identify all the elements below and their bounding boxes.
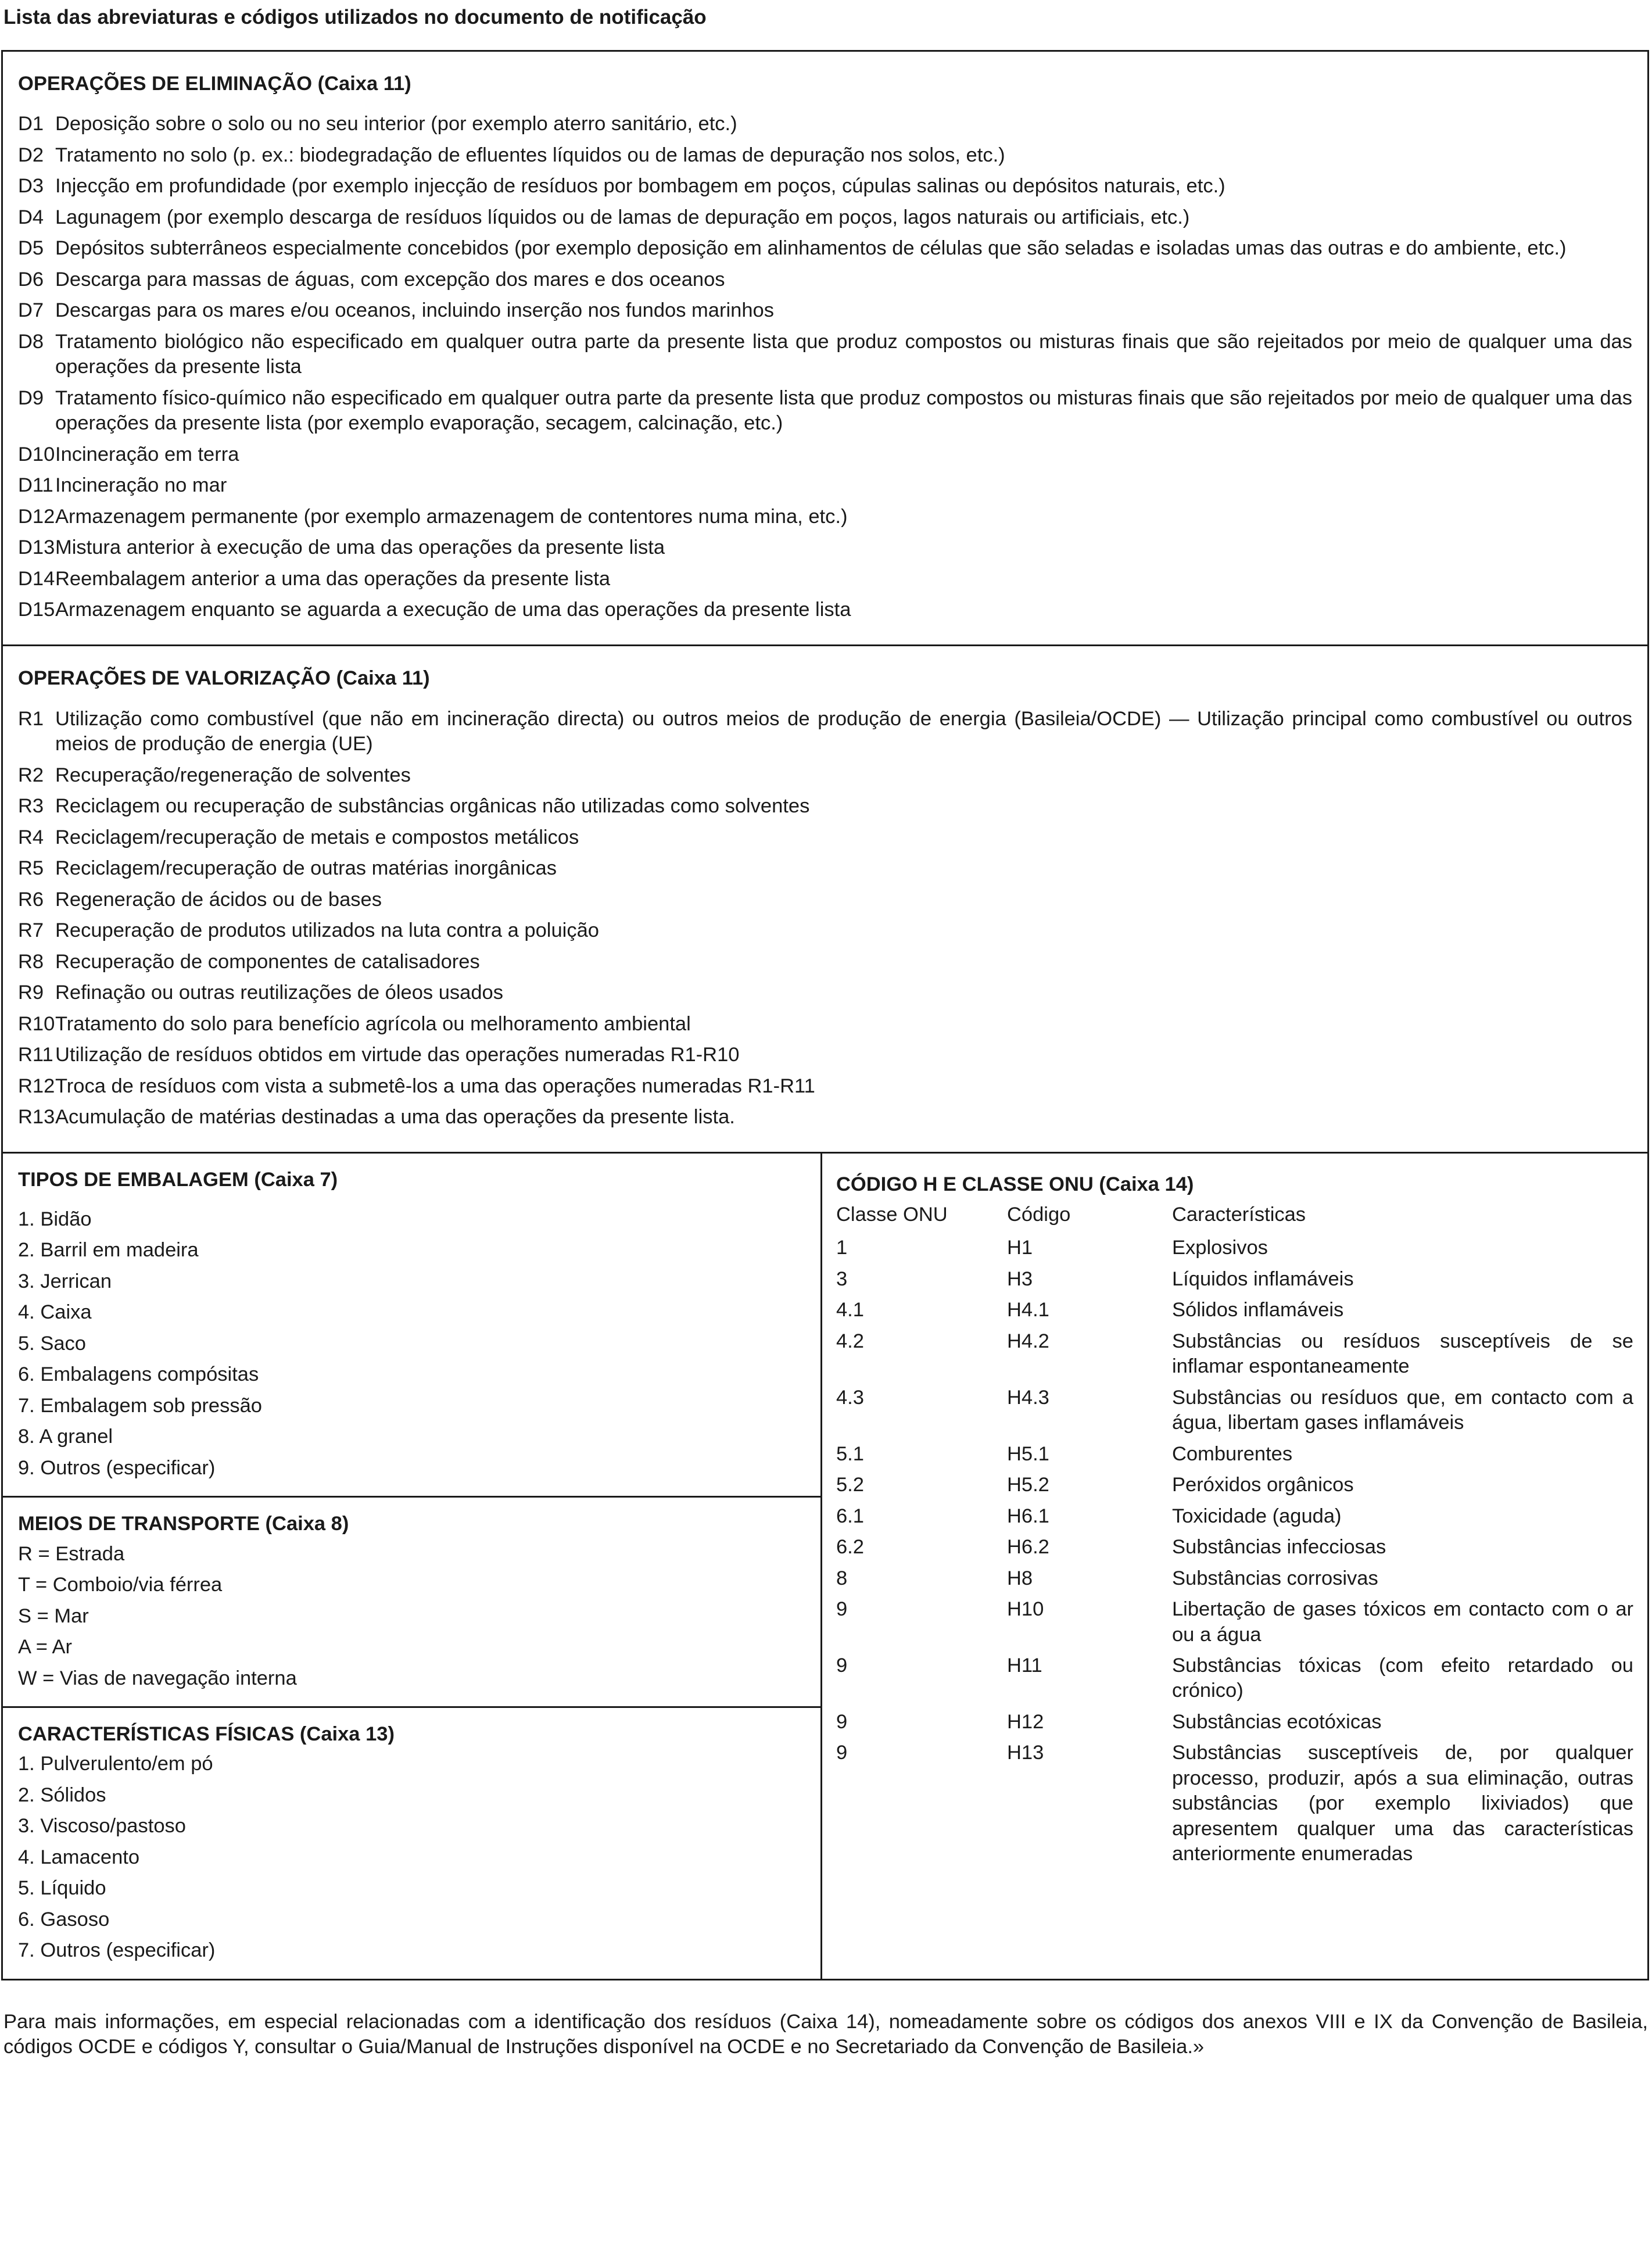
un-class-cell: 6.1 — [836, 1505, 864, 1527]
operation-code: D12 — [18, 505, 55, 528]
recovery-operations-section — [3, 646, 1647, 1154]
list-item: 7. Outros (especificar) — [18, 1939, 216, 1962]
h-code-cell: H6.1 — [1007, 1505, 1049, 1527]
operation-row — [18, 174, 1632, 199]
operation-code: D15 — [18, 598, 55, 621]
operation-row — [18, 1012, 1632, 1037]
un-class-cell: 9 — [836, 1710, 848, 1733]
list-item: 7. Embalagem sob pressão — [18, 1394, 262, 1417]
operation-row — [18, 236, 1632, 261]
list-item: T = Comboio/via férrea — [18, 1574, 223, 1596]
operation-description: Troca de resíduos com vista a submetê-los a uma das operações numeradas R1-R11 — [55, 1075, 815, 1097]
operation-code: R12 — [18, 1075, 55, 1097]
un-class-cell: 4.1 — [836, 1299, 864, 1321]
characteristics-header: Características — [1172, 1203, 1306, 1226]
disposal-operations-title: OPERAÇÕES DE ELIMINAÇÃO (Caixa 11) — [18, 73, 411, 95]
operation-code: D14 — [18, 567, 55, 590]
list-item: 5. Líquido — [18, 1877, 106, 1900]
hcode-row — [836, 1566, 1633, 1591]
list-item: 4. Lamacento — [18, 1846, 140, 1868]
characteristics-cell: Explosivos — [1172, 1237, 1268, 1259]
list-item: 9. Outros (especificar) — [18, 1456, 216, 1479]
recovery-operations-title: OPERAÇÕES DE VALORIZAÇÃO (Caixa 11) — [18, 667, 430, 690]
characteristics-cell: Sólidos inflamáveis — [1172, 1299, 1344, 1321]
hcode-row — [836, 1535, 1633, 1560]
operation-code: D1 — [18, 113, 44, 135]
un-class-cell: 5.2 — [836, 1474, 864, 1496]
operation-row — [18, 918, 1632, 943]
recovery-operations-list — [18, 707, 1632, 1130]
characteristics-cell: Substâncias ou resíduos que, em contacto com a água, libertam gases inflamáveis — [1172, 1386, 1633, 1434]
operation-row — [18, 763, 1632, 788]
footer-note: Para mais informações, em especial relacionadas com a identificação dos resíduos (Caixa 14), nomeadamente sobre os códigos dos anexos VIII e IX da Convenção de Basileia, códigos OCDE e códigos Y, consultar o Guia/Manual de Instruções disponível na OCDE e no Secretariado da Convenção de Basileia.» — [3, 2011, 1648, 2058]
operation-description: Reciclagem/recuperação de outras matérias inorgânicas — [55, 857, 557, 880]
characteristics-cell: Líquidos inflamáveis — [1172, 1267, 1354, 1290]
operation-row — [18, 950, 1632, 975]
un-class-cell: 1 — [836, 1237, 848, 1259]
h-code-cell: H1 — [1007, 1237, 1033, 1259]
hcode-row — [836, 1504, 1633, 1529]
operation-row — [18, 143, 1632, 168]
list-item: 6. Gasoso — [18, 1908, 110, 1931]
operation-row — [18, 887, 1632, 912]
operation-code: D13 — [18, 536, 55, 559]
hcode-section — [822, 1154, 1647, 1978]
operation-row — [18, 794, 1632, 819]
operation-code: R11 — [18, 1044, 53, 1066]
operation-row — [18, 330, 1632, 380]
operation-description: Recuperação de produtos utilizados na luta contra a poluição — [55, 919, 599, 942]
operation-code: D9 — [18, 386, 44, 409]
physical-characteristics-title: CARACTERÍSTICAS FÍSICAS (Caixa 13) — [18, 1722, 395, 1745]
operation-code: D2 — [18, 144, 44, 166]
operation-code: D6 — [18, 268, 44, 291]
characteristics-cell: Substâncias ou resíduos susceptíveis de se inflamar espontaneamente — [1172, 1330, 1633, 1378]
operation-code: D7 — [18, 299, 44, 322]
operation-code: R4 — [18, 826, 44, 848]
characteristics-cell: Toxicidade (aguda) — [1172, 1505, 1342, 1527]
operation-row — [18, 825, 1632, 850]
hcode-row — [836, 1653, 1633, 1704]
operation-description: Tratamento no solo (p. ex.: biodegradação de efluentes líquidos ou de lamas de depuração nos solos, etc.) — [55, 144, 1005, 166]
operation-row — [18, 1043, 1632, 1068]
characteristics-cell: Libertação de gases tóxicos em contacto com o ar ou a água — [1172, 1598, 1633, 1646]
operation-code: D10 — [18, 443, 55, 465]
characteristics-cell: Peróxidos orgânicos — [1172, 1474, 1354, 1496]
operation-code: D4 — [18, 206, 44, 228]
operation-code: R13 — [18, 1106, 55, 1128]
operation-row — [18, 597, 1632, 622]
operation-row — [18, 442, 1632, 467]
operation-description: Injecção em profundidade (por exemplo injecção de resíduos por bombagem em poços, cúpulas salinas ou depósitos naturais, etc.) — [55, 175, 1225, 198]
characteristics-cell: Substâncias tóxicas (com efeito retardado ou crónico) — [1172, 1654, 1633, 1702]
un-class-cell: 9 — [836, 1742, 848, 1764]
operation-code: R1 — [18, 707, 44, 730]
transport-list — [18, 1542, 805, 1691]
characteristics-cell: Substâncias corrosivas — [1172, 1567, 1378, 1589]
operation-code: R10 — [18, 1012, 55, 1035]
hcode-row — [836, 1235, 1633, 1260]
bottom-section — [3, 1154, 1647, 1978]
hcode-list — [836, 1235, 1633, 1867]
operation-row — [18, 1105, 1632, 1130]
hcode-row — [836, 1329, 1633, 1380]
h-code-cell: H12 — [1007, 1710, 1044, 1733]
physical-characteristics-list — [18, 1752, 805, 1963]
operation-description: Deposição sobre o solo ou no seu interior (por exemplo aterro sanitário, etc.) — [55, 113, 737, 135]
transport-title: MEIOS DE TRANSPORTE (Caixa 8) — [18, 1513, 349, 1535]
code-header: Código — [1007, 1203, 1071, 1226]
operation-code: R5 — [18, 857, 44, 880]
hcode-row — [836, 1740, 1633, 1867]
list-item: S = Mar — [18, 1605, 89, 1627]
h-code-cell: H10 — [1007, 1598, 1044, 1621]
un-class-cell: 8 — [836, 1567, 848, 1589]
operation-description: Acumulação de matérias destinadas a uma das operações da presente lista. — [55, 1106, 735, 1128]
operation-description: Reciclagem ou recuperação de substâncias orgânicas não utilizadas como solventes — [55, 795, 810, 818]
operation-description: Reembalagem anterior a uma das operações da presente lista — [55, 567, 611, 590]
characteristics-cell: Substâncias susceptíveis de, por qualquer processo, produzir, após a sua eliminação, outras substâncias (por exemplo lixiviados) que apresentem qualquer uma das características anteriormente enumeradas — [1172, 1742, 1633, 1865]
list-item: R = Estrada — [18, 1542, 125, 1565]
operation-row — [18, 980, 1632, 1005]
operation-row — [18, 504, 1632, 529]
un-class-header: Classe ONU — [836, 1203, 948, 1226]
packaging-list — [18, 1207, 805, 1481]
hcode-row — [836, 1298, 1633, 1323]
operation-description: Refinação ou outras reutilizações de óleos usados — [55, 982, 503, 1004]
operation-code: D11 — [18, 474, 53, 497]
operation-row — [18, 205, 1632, 230]
un-class-cell: 3 — [836, 1267, 848, 1290]
list-item: 8. A granel — [18, 1426, 113, 1448]
operation-row — [18, 567, 1632, 592]
hcode-row — [836, 1710, 1633, 1735]
h-code-cell: H8 — [1007, 1567, 1033, 1589]
list-item: 1. Bidão — [18, 1208, 92, 1230]
hcode-header-row — [836, 1202, 1633, 1227]
operation-code: R2 — [18, 764, 44, 786]
h-code-cell: H4.1 — [1007, 1299, 1049, 1321]
operation-description: Recuperação/regeneração de solventes — [55, 764, 411, 786]
characteristics-cell: Comburentes — [1172, 1442, 1293, 1465]
operation-description: Lagunagem (por exemplo descarga de resíduos líquidos ou de lamas de depuração em poços, lagos naturais ou artificiais, etc.) — [55, 206, 1190, 228]
h-code-cell: H5.1 — [1007, 1442, 1049, 1465]
hcode-row — [836, 1385, 1633, 1436]
list-item: 6. Embalagens compósitas — [18, 1363, 259, 1386]
operation-description: Utilização como combustível (que não em incineração directa) ou outros meios de produção de energia (Basileia/OCDE) — Utilização principal como combustível ou outros meios de produção de energia (UE) — [55, 707, 1632, 755]
list-item: 5. Saco — [18, 1332, 86, 1355]
operation-description: Incineração em terra — [55, 443, 239, 465]
packaging-title: TIPOS DE EMBALAGEM (Caixa 7) — [18, 1169, 338, 1191]
operation-code: R9 — [18, 982, 44, 1004]
un-class-cell: 6.2 — [836, 1536, 864, 1559]
characteristics-cell: Substâncias ecotóxicas — [1172, 1710, 1382, 1733]
h-code-cell: H4.2 — [1007, 1330, 1049, 1352]
un-class-cell: 4.3 — [836, 1386, 864, 1409]
operation-code: R6 — [18, 888, 44, 911]
hcode-row — [836, 1473, 1633, 1498]
operation-description: Armazenagem permanente (por exemplo armazenagem de contentores numa mina, etc.) — [55, 505, 848, 528]
page-title: Lista das abreviaturas e códigos utilizados no documento de notificação — [3, 6, 707, 28]
hcode-row — [836, 1442, 1633, 1467]
operation-description: Depósitos subterrâneos especialmente concebidos (por exemplo deposição em alinhamentos de células que são seladas e isoladas umas das outras e do ambiente, etc.) — [55, 237, 1567, 260]
operation-row — [18, 112, 1632, 137]
disposal-operations-list — [18, 112, 1632, 622]
left-column — [3, 1154, 822, 1978]
list-item: 4. Caixa — [18, 1301, 92, 1324]
list-item: 1. Pulverulento/em pó — [18, 1753, 213, 1775]
operation-description: Mistura anterior à execução de uma das operações da presente lista — [55, 536, 665, 559]
list-item: W = Vias de navegação interna — [18, 1667, 297, 1689]
list-item: 3. Viscoso/pastoso — [18, 1815, 186, 1838]
operation-description: Reciclagem/recuperação de metais e compostos metálicos — [55, 826, 579, 848]
operation-description: Tratamento do solo para benefício agrícola ou melhoramento ambiental — [55, 1012, 691, 1035]
operation-description: Descargas para os mares e/ou oceanos, incluindo inserção nos fundos marinhos — [55, 299, 774, 322]
transport-section — [3, 1498, 820, 1708]
abbreviations-table — [1, 50, 1649, 1980]
operation-description: Armazenagem enquanto se aguarda a execução de uma das operações da presente lista — [55, 598, 851, 621]
operation-description: Recuperação de componentes de catalisadores — [55, 950, 480, 973]
operation-code: D8 — [18, 330, 44, 353]
h-code-cell: H5.2 — [1007, 1474, 1049, 1496]
h-code-cell: H3 — [1007, 1267, 1033, 1290]
operation-code: R7 — [18, 919, 44, 942]
un-class-cell: 9 — [836, 1654, 848, 1677]
h-code-cell: H4.3 — [1007, 1386, 1049, 1409]
operation-row — [18, 856, 1632, 881]
operation-description: Utilização de resíduos obtidos em virtude das operações numeradas R1-R10 — [55, 1044, 740, 1066]
operation-code: D3 — [18, 175, 44, 198]
operation-code: R8 — [18, 950, 44, 973]
operation-description: Tratamento biológico não especificado em qualquer outra parte da presente lista que produz compostos ou misturas finais que são rejeitados por meio de qualquer uma das operações da presente lista — [55, 330, 1632, 378]
physical-characteristics-section — [3, 1708, 820, 1979]
un-class-cell: 4.2 — [836, 1330, 864, 1352]
operation-row — [18, 386, 1632, 436]
list-item: 3. Jerrican — [18, 1270, 112, 1292]
operation-description: Tratamento físico-químico não especificado em qualquer outra parte da presente lista que produz compostos ou misturas finais que são rejeitados por meio de qualquer uma das operações da presente lista (por exemplo evaporação, secagem, calcinação, etc.) — [55, 386, 1632, 435]
characteristics-cell: Substâncias infecciosas — [1172, 1536, 1386, 1559]
operation-code: D5 — [18, 237, 44, 260]
operation-row — [18, 1074, 1632, 1099]
operation-description: Regeneração de ácidos ou de bases — [55, 888, 382, 911]
hcode-row — [836, 1267, 1633, 1292]
operation-row — [18, 267, 1632, 292]
list-item: A = Ar — [18, 1636, 73, 1659]
un-class-cell: 9 — [836, 1598, 848, 1621]
hcode-row — [836, 1597, 1633, 1648]
operation-description: Incineração no mar — [55, 474, 227, 497]
h-code-cell: H6.2 — [1007, 1536, 1049, 1559]
operation-row — [18, 473, 1632, 498]
un-class-cell: 5.1 — [836, 1442, 864, 1465]
operation-row — [18, 298, 1632, 323]
list-item: 2. Barril em madeira — [18, 1239, 199, 1262]
operation-description: Descarga para massas de águas, com excepção dos mares e dos oceanos — [55, 268, 725, 291]
packaging-section — [3, 1154, 820, 1498]
operation-row — [18, 535, 1632, 560]
h-code-cell: H13 — [1007, 1742, 1044, 1764]
list-item: 2. Sólidos — [18, 1783, 106, 1806]
operation-code: R3 — [18, 795, 44, 818]
h-code-cell: H11 — [1007, 1654, 1042, 1677]
hcode-title: CÓDIGO H E CLASSE ONU (Caixa 14) — [836, 1173, 1194, 1196]
disposal-operations-section — [3, 52, 1647, 646]
operation-row — [18, 707, 1632, 757]
